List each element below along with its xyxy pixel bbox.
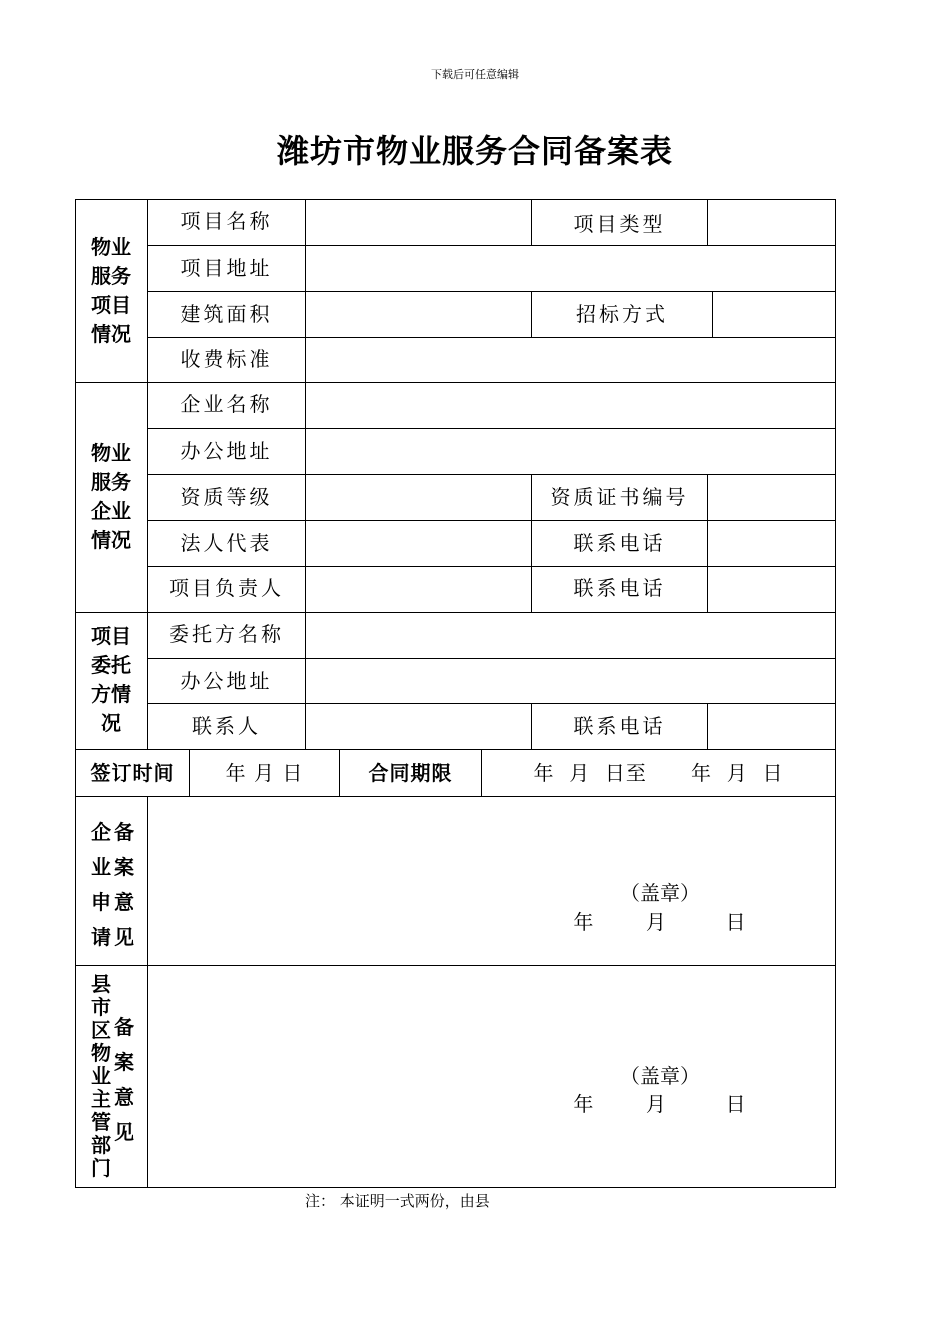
label-project-type: 项目类型 [573, 212, 666, 236]
label-contract-term: 合同期限 [368, 760, 453, 785]
field-qualification-level[interactable] [306, 475, 531, 520]
company-opinion-col2: 备案意见 [114, 820, 134, 949]
authority-opinion-col1: 县市区物业主管部门 [91, 972, 111, 1180]
section-project-info-label [85, 233, 137, 349]
label-phone-2: 联系电话 [573, 575, 666, 600]
section-company-info-label [85, 439, 137, 555]
field-certificate-no[interactable] [708, 475, 835, 520]
label-certificate-no: 资质证书编号 [550, 484, 689, 509]
label-contact-person: 联系人 [192, 713, 261, 738]
field-office-address[interactable] [306, 429, 835, 474]
field-contact-person[interactable] [306, 704, 531, 749]
group-line: 物业 [91, 441, 131, 465]
field-phone-1[interactable] [708, 521, 835, 566]
field-fee-standard[interactable] [306, 338, 835, 382]
label-phone-1: 联系电话 [573, 530, 666, 555]
group-line: 情况 [91, 528, 131, 552]
label-project-name: 项目名称 [180, 208, 273, 233]
group-line: 委托 [91, 653, 131, 677]
authority-opinion-col2: 备案意见 [114, 1015, 134, 1144]
group-line: 况 [101, 711, 121, 735]
field-company-name[interactable] [306, 383, 835, 428]
group-line: 方情 [91, 682, 131, 706]
field-client-phone[interactable] [708, 704, 835, 749]
label-project-manager: 项目负责人 [169, 575, 284, 600]
company-opinion-col1: 企业申请 [91, 820, 111, 949]
footnote: 注： 本证明一式两份，由县 [305, 1192, 490, 1210]
field-client-name[interactable] [306, 613, 835, 658]
page-title: 潍坊市物业服务合同备案表 [276, 132, 673, 170]
field-contract-term[interactable]: 年 月 日至 年 月 日 [533, 760, 784, 785]
field-project-manager[interactable] [306, 567, 531, 612]
field-client-office-address[interactable] [306, 659, 835, 703]
field-sign-date[interactable]: 年 月 日 [225, 760, 304, 785]
label-sign-time: 签订时间 [90, 760, 175, 785]
group-line: 服务 [91, 470, 131, 494]
label-bidding-method: 招标方式 [576, 301, 668, 326]
authority-seal-date: 年 月 日 [573, 1092, 747, 1116]
label-client-phone: 联系电话 [573, 713, 666, 738]
group-line: 项目 [91, 624, 131, 648]
label-fee-standard: 收费标准 [180, 346, 273, 371]
group-line: 项目 [91, 293, 131, 317]
group-line: 服务 [91, 264, 131, 288]
label-qualification-level: 资质等级 [180, 484, 273, 509]
section-client-info-label [85, 622, 137, 738]
field-bidding-method[interactable] [713, 292, 835, 337]
label-project-address: 项目地址 [180, 255, 273, 280]
label-client-name: 委托方名称 [169, 621, 284, 646]
group-line: 物业 [91, 235, 131, 259]
label-company-name: 企业名称 [180, 391, 273, 416]
field-project-address[interactable] [306, 246, 835, 291]
group-line: 企业 [91, 499, 131, 523]
label-client-office-address: 办公地址 [180, 668, 273, 693]
authority-seal: （盖章） [620, 1064, 700, 1088]
field-legal-rep[interactable] [306, 521, 531, 566]
label-office-address: 办公地址 [180, 438, 273, 463]
label-building-area: 建筑面积 [180, 301, 273, 326]
group-line: 情况 [91, 322, 131, 346]
field-phone-2[interactable] [708, 567, 835, 612]
field-building-area[interactable] [306, 292, 531, 337]
company-seal-date: 年 月 日 [573, 910, 747, 934]
field-project-type[interactable] [708, 200, 835, 245]
header-note: 下载后可任意编辑 [431, 68, 519, 81]
label-legal-rep: 法人代表 [180, 530, 273, 555]
company-seal: （盖章） [620, 881, 700, 905]
field-project-name[interactable] [306, 200, 531, 245]
